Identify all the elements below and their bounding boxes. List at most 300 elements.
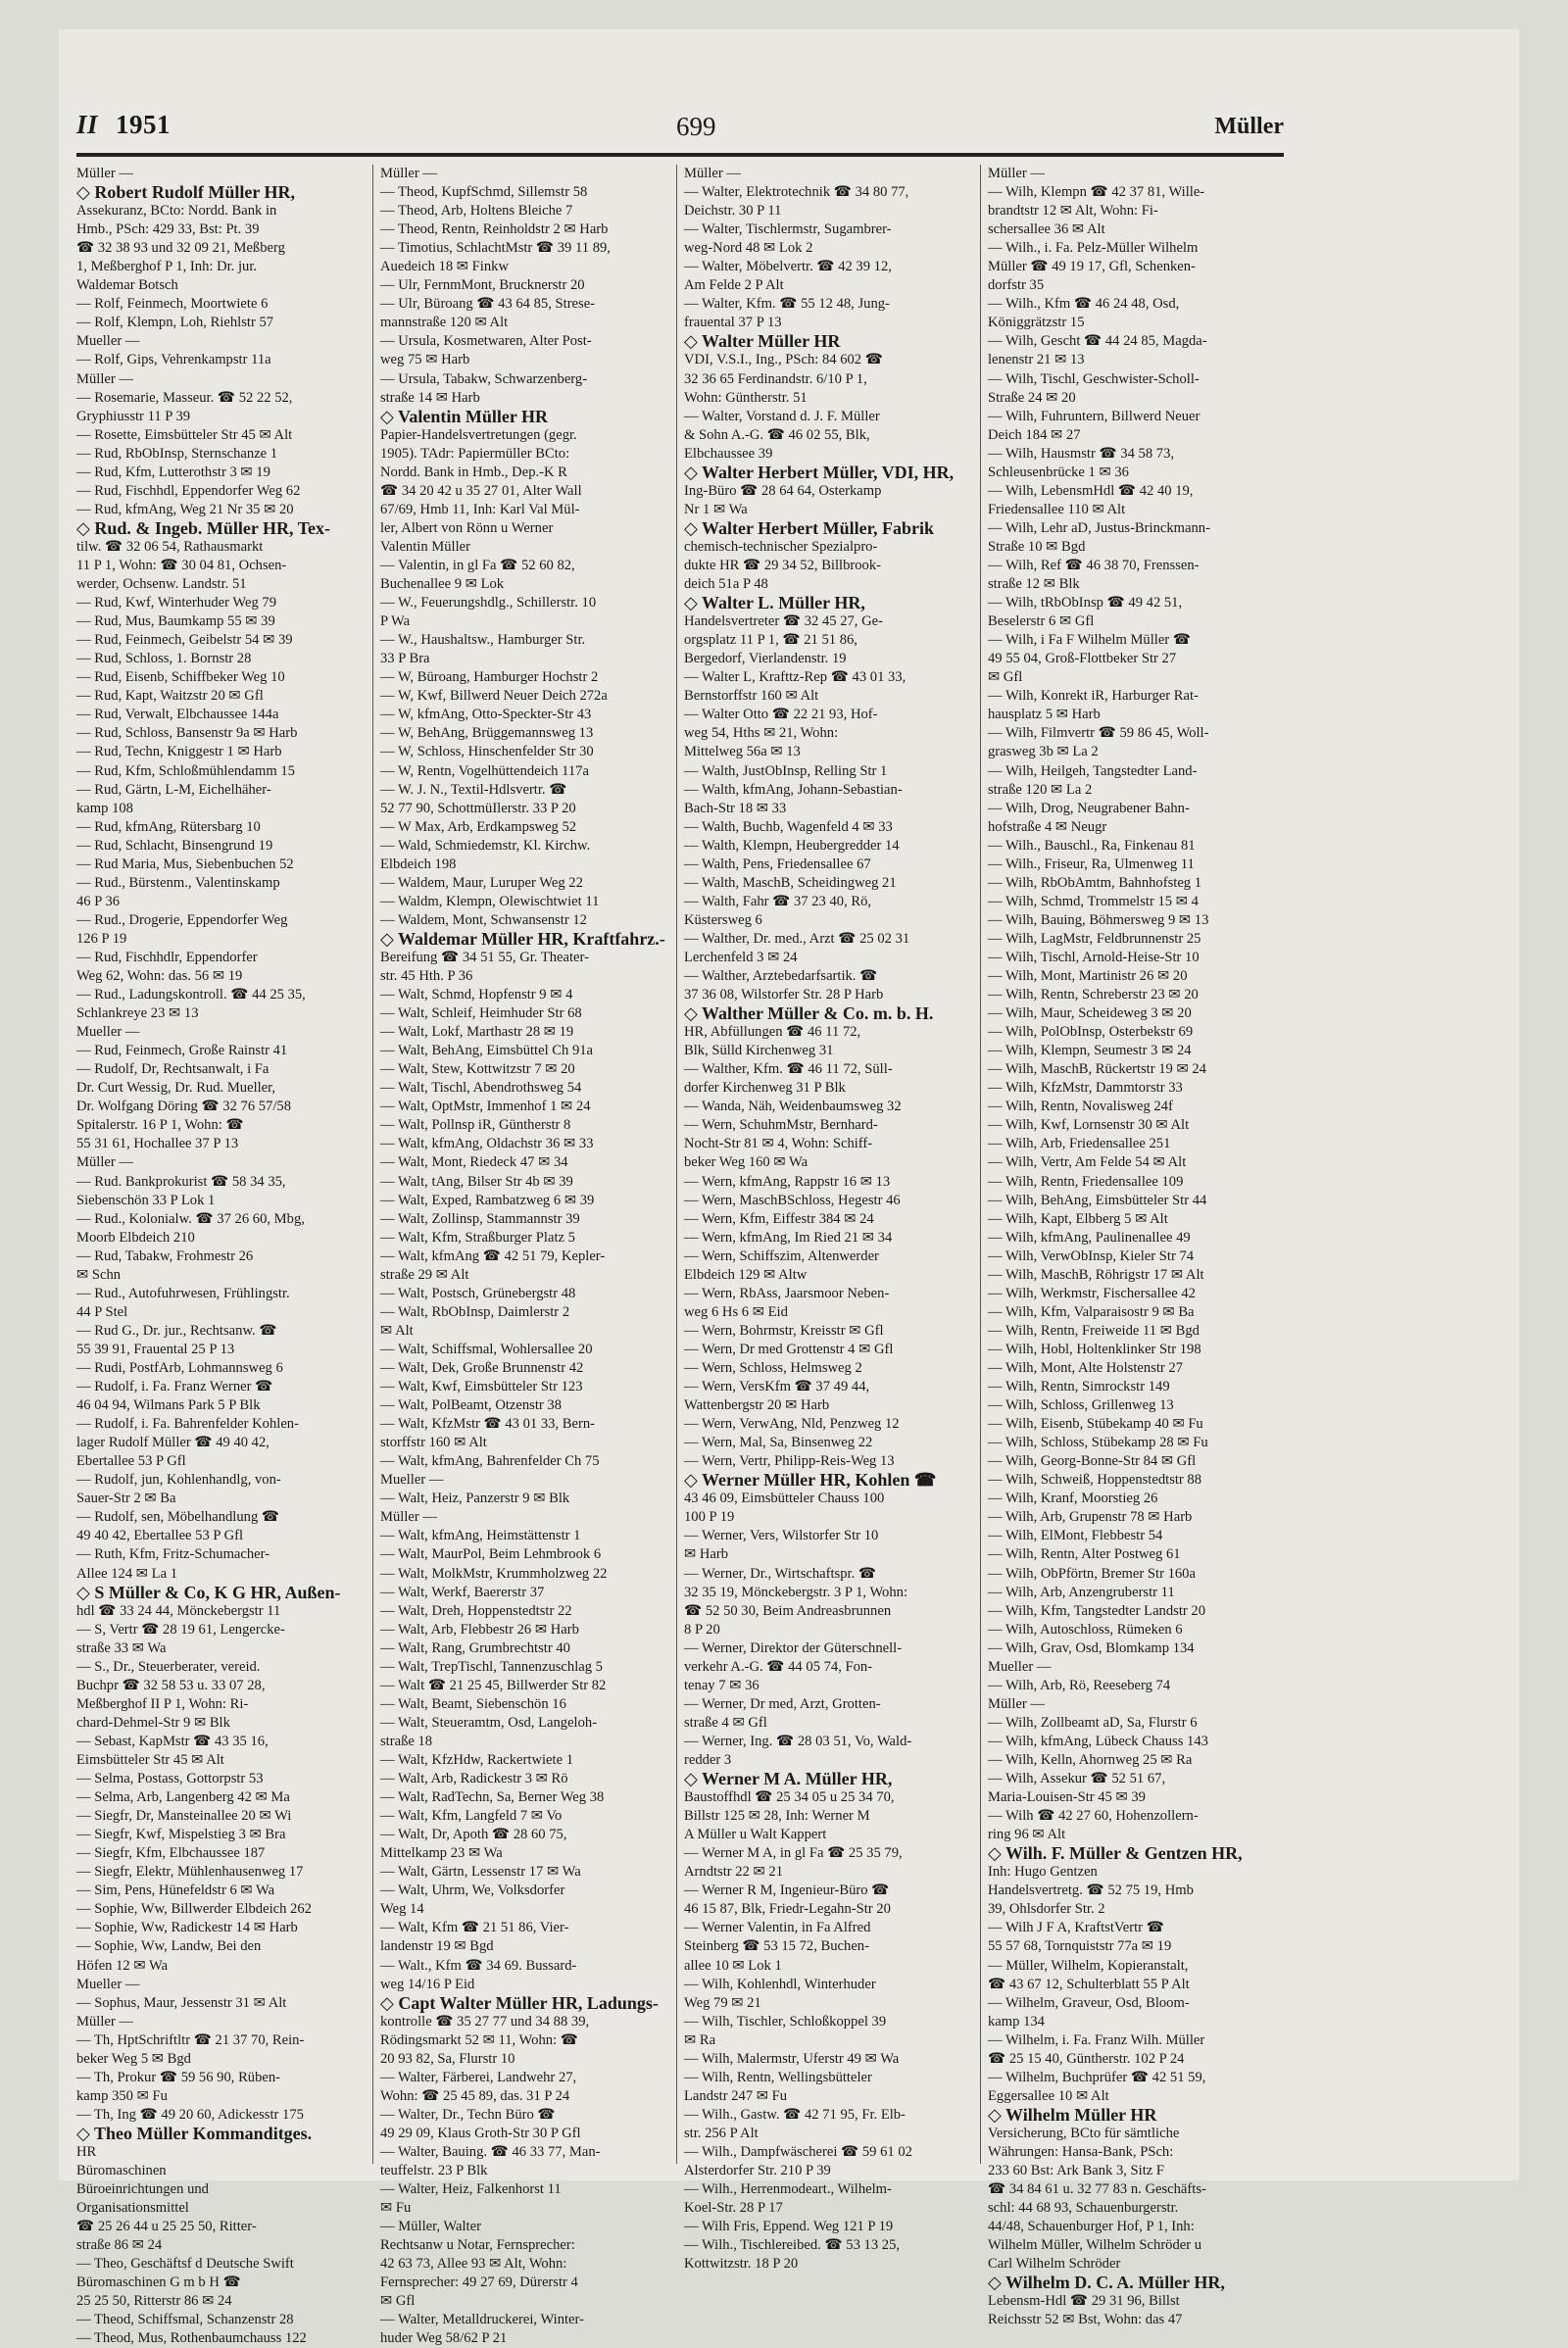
directory-entry-line: 32 35 19, Mönckebergstr. 3 P 1, Wohn: [684, 1584, 907, 1600]
directory-entry-line: — Wilh, Kfm, Valparaisostr 9 ✉ Ba [988, 1303, 1195, 1320]
directory-entry-line: 43 46 09, Eimsbütteler Chauss 100 [684, 1491, 885, 1507]
year: 1951 [116, 110, 172, 139]
directory-entry-line: dorfstr 35 [988, 277, 1045, 294]
directory-entry-line: ◇ Theo Müller Kommanditges. [76, 2123, 313, 2143]
directory-entry-line: — Wilh, Arb, Friedensallee 251 [988, 1136, 1171, 1152]
directory-entry-line: — Walth, Fahr ☎ 37 23 40, Rö, [684, 893, 872, 909]
directory-entry-line: — Wilh, PolObInsp, Osterbekstr 69 [988, 1024, 1194, 1041]
directory-entry-line: — Wilh, kfmAng, Lübeck Chauss 143 [988, 1733, 1208, 1749]
directory-entry-line: — Wanda, Näh, Weidenbaumsweg 32 [684, 1099, 902, 1115]
directory-entry-line: 42 63 73, Allee 93 ✉ Alt, Wohn: [380, 2256, 567, 2273]
directory-entry-line: — Wilh, LebensmHdl ☎ 42 40 19, [988, 482, 1194, 499]
directory-entry-line: — Walt, Werkf, Baererstr 37 [380, 1584, 545, 1600]
directory-entry-line: — Wilh, Kwf, Lornsenstr 30 ✉ Alt [988, 1117, 1190, 1134]
directory-entry-line: Buchpr ☎ 32 58 53 u. 33 07 28, [76, 1677, 266, 1693]
directory-entry-line: — Wilh, Lehr aD, Justus-Brinckmann- [988, 519, 1210, 536]
directory-entry-line: Hmb., PSch: 429 33, Bst: Pt. 39 [76, 221, 260, 238]
directory-entry-line: — Siegfr, Kwf, Mispelstieg 3 ✉ Bra [76, 1827, 286, 1843]
directory-entry-line: werder, Ochsenw. Landstr. 51 [76, 576, 247, 593]
directory-entry-line: 1905). TAdr: Papiermüller BCto: [380, 445, 570, 462]
directory-entry-line: mannstraße 120 ✉ Alt [380, 315, 509, 331]
directory-entry-line: — Wilh, Mont, Martinistr 26 ✉ 20 [988, 968, 1188, 985]
directory-entry-line: — Rud, kfmAng, Rütersbarg 10 [76, 818, 261, 835]
page-header [76, 84, 1284, 157]
directory-entry-line: 233 60 Bst: Ark Bank 3, Sitz F [988, 2163, 1165, 2179]
directory-entry-line: — Wilh., Gastw. ☎ 42 71 95, Fr. Elb- [684, 2106, 906, 2123]
directory-entry-line: — Wilh., Kfm ☎ 46 24 48, Osd, [988, 296, 1180, 313]
directory-entry-line: — Rolf, Klempn, Loh, Riehlstr 57 [76, 315, 274, 331]
directory-entry-line: — Rud., Drogerie, Eppendorfer Weg [76, 911, 288, 928]
directory-entry-line: — Theo, Geschäftsf d Deutsche Swift [76, 2256, 294, 2273]
directory-entry-line: Handelsvertreter ☎ 32 45 27, Ge- [684, 613, 883, 630]
directory-entry-line: — Wilh, RbObAmtm, Bahnhofsteg 1 [988, 874, 1202, 891]
directory-entry-line: Müller ☎ 49 19 17, Gfl, Schenken- [988, 259, 1196, 275]
directory-entry-line: Assekuranz, BCto: Nordd. Bank in [76, 203, 277, 220]
directory-entry-line: Ing-Büro ☎ 28 64 64, Osterkamp [684, 482, 882, 499]
directory-entry-line: — Walt, KfzMstr ☎ 43 01 33, Bern- [380, 1416, 595, 1433]
directory-entry-line: — Rolf, Gips, Vehrenkampstr 11a [76, 352, 271, 368]
directory-entry-line: Meßberghof II P 1, Wohn: Ri- [76, 1695, 249, 1712]
directory-entry-line: kamp 108 [76, 800, 133, 816]
directory-entry-line: — Wilh, Rentn, Alter Postweg 61 [988, 1546, 1181, 1563]
directory-entry-line: Wilhelm Müller, Wilhelm Schröder u [988, 2237, 1202, 2254]
directory-entry-line: — Rudolf, i. Fa. Bahrenfelder Kohlen- [76, 1416, 299, 1433]
directory-entry-line: — Valentin, in gl Fa ☎ 52 60 82, [380, 557, 575, 573]
directory-entry-line: ✉ Gfl [988, 669, 1023, 686]
directory-entry-line: — Wilh, KfzMstr, Dammtorstr 33 [988, 1080, 1183, 1097]
directory-entry-line: straße 14 ✉ Harb [380, 389, 480, 406]
directory-entry-line: ✉ Ra [684, 2031, 716, 2048]
directory-entry-line: 20 93 82, Sa, Flurstr 10 [380, 2050, 515, 2067]
directory-entry-line: — Werner, Dr med, Arzt, Grotten- [684, 1695, 881, 1712]
directory-entry-line: — Wilh, Fuhruntern, Billwerd Neuer [988, 408, 1200, 424]
directory-entry-line: — Rud Maria, Mus, Siebenbuchen 52 [76, 856, 294, 872]
directory-entry-line: HR [76, 2143, 97, 2160]
directory-entry-line: Kottwitzstr. 18 P 20 [684, 2256, 799, 2273]
directory-entry-line: — Walth, kfmAng, Johann-Sebastian- [684, 781, 903, 798]
directory-entry-line: Lerchenfeld 3 ✉ 24 [684, 949, 798, 965]
directory-entry-line: — Sophie, Ww, Radickestr 14 ✉ Harb [76, 1920, 298, 1936]
directory-entry-line: — Wilh, Arb, Grupenstr 78 ✉ Harb [988, 1509, 1193, 1526]
directory-entry-line: ◇ Wilh. F. Müller & Gentzen HR, [988, 1843, 1243, 1864]
directory-entry-line: — W, BehAng, Brüggemannsweg 13 [380, 725, 594, 742]
directory-entry-line: beker Weg 5 ✉ Bgd [76, 2050, 191, 2067]
directory-entry-line: — Rud, Gärtn, L-M, Eichelhäher- [76, 781, 271, 798]
directory-entry-line: — Walt, Beamt, Siebenschön 16 [380, 1695, 566, 1712]
directory-entry-line: 126 P 19 [76, 930, 127, 947]
directory-entry-line: — Rud, Kapt, Waitzstr 20 ✉ Gfl [76, 688, 264, 705]
directory-entry-line: — Wilh, MaschB, Röhrigstr 17 ✉ Alt [988, 1266, 1204, 1283]
directory-entry-line: — Wilh, Kranf, Moorstieg 26 [988, 1491, 1158, 1507]
directory-entry-line: redder 3 [684, 1751, 732, 1768]
directory-entry-line: Mueller — [76, 333, 140, 350]
directory-entry-line: ◇ Walter Herbert Müller, Fabrik [684, 517, 934, 538]
directory-entry-line: — Wilh, Tischl, Geschwister-Scholl- [988, 370, 1200, 387]
directory-entry-line: — Wilh J F A, KraftstVertr ☎ [988, 1920, 1164, 1936]
directory-entry-line: — Wern, RbAss, Jaarsmoor Neben- [684, 1285, 890, 1301]
directory-entry-line: — Rudolf, i. Fa. Franz Werner ☎ [76, 1379, 273, 1395]
directory-entry-line: 46 P 36 [76, 893, 121, 909]
directory-entry-line: — Wilh, Kohlenhdl, Winterhuder [684, 1976, 876, 1992]
directory-entry-line: — Werner, Dr., Wirtschaftspr. ☎ [684, 1565, 877, 1582]
directory-entry-line: — S, Vertr ☎ 28 19 61, Lengercke- [76, 1621, 285, 1638]
directory-entry-line: kamp 134 [988, 2013, 1045, 2030]
directory-entry-line: 39, Ohlsdorfer Str. 2 [988, 1901, 1105, 1918]
directory-entry-line: ler, Albert von Rönn u Werner [380, 519, 554, 536]
directory-entry-line: Mittelkamp 23 ✉ Wa [380, 1845, 503, 1862]
directory-entry-line: 49 55 04, Groß-Flottbeker Str 27 [988, 651, 1177, 667]
directory-entry-line: Fernsprecher: 49 27 69, Dürerstr 4 [380, 2275, 578, 2291]
directory-entry-line: — Walt., Kfm ☎ 34 69. Bussard- [380, 1957, 577, 1974]
directory-entry-line: ◇ Waldemar Müller HR, Kraftfahrz.- [380, 928, 665, 949]
directory-entry-line: — Werner R M, Ingenieur-Büro ☎ [684, 1883, 890, 1899]
directory-entry-line: — Rud, Kwf, Winterhuder Weg 79 [76, 595, 277, 611]
directory-entry-line: — Walt, Lokf, Marthastr 28 ✉ 19 [380, 1024, 574, 1041]
directory-entry-line: — Walter, Färberei, Landwehr 27, [380, 2069, 577, 2085]
directory-entry-line: grasweg 3b ✉ La 2 [988, 744, 1099, 760]
directory-entry-line: Steinberg ☎ 53 15 72, Buchen- [684, 1938, 869, 1955]
directory-entry-line: — Walter, Metalldruckerei, Winter- [380, 2312, 584, 2328]
directory-entry-line: lager Rudolf Müller ☎ 49 40 42, [76, 1435, 270, 1451]
directory-entry-line: — Rud, Schlacht, Binsengrund 19 [76, 837, 273, 854]
directory-entry-line: Waldemar Botsch [76, 277, 178, 294]
directory-entry-line: 49 29 09, Klaus Groth-Str 30 P Gfl [380, 2125, 581, 2141]
directory-entry-line: — Waldm, Klempn, Olewischtwiet 11 [380, 893, 600, 909]
directory-entry-line: — Walt, Dr, Apoth ☎ 28 60 75, [380, 1827, 567, 1843]
directory-entry-line: ◇ Wilhelm Müller HR [988, 2104, 1157, 2125]
directory-entry-line: Weg 62, Wohn: das. 56 ✉ 19 [76, 968, 243, 985]
directory-entry-line: — Walter, Dr., Techn Büro ☎ [380, 2106, 556, 2123]
directory-entry-line: Schleusenbrücke 1 ✉ 36 [988, 464, 1129, 480]
directory-entry-line: — Walter, Heiz, Falkenhorst 11 [380, 2181, 562, 2198]
directory-entry-line: — Wilh, Maur, Scheideweg 3 ✉ 20 [988, 1005, 1192, 1022]
directory-column-2 [380, 165, 668, 2347]
directory-entry-line: — Werner M A, in gl Fa ☎ 25 35 79, [684, 1845, 903, 1862]
directory-entry-line: — Wilh., Herrenmodeart., Wilhelm- [684, 2181, 892, 2198]
directory-entry-line: straße 120 ✉ La 2 [988, 781, 1093, 798]
directory-entry-line: Währungen: Hansa-Bank, PSch: [988, 2143, 1174, 2160]
directory-entry-line: — Ruth, Kfm, Fritz-Schumacher- [76, 1546, 270, 1563]
directory-entry-line: — Wern, VersKfm ☎ 37 49 44, [684, 1379, 870, 1395]
directory-entry-line: — Selma, Arb, Langenberg 42 ✉ Ma [76, 1789, 290, 1806]
directory-entry-line: Bergedorf, Vierlandenstr. 19 [684, 651, 847, 667]
directory-entry-line: Koel-Str. 28 P 17 [684, 2200, 783, 2217]
directory-column-3 [684, 165, 972, 2273]
directory-entry-line: — Walt, Mont, Riedeck 47 ✉ 34 [380, 1154, 568, 1171]
directory-entry-line: — Waldem, Maur, Luruper Weg 22 [380, 874, 583, 891]
directory-entry-line: Friedensallee 110 ✉ Alt [988, 501, 1126, 517]
directory-entry-line: — Walt, Tischl, Abendrothsweg 54 [380, 1080, 582, 1097]
directory-entry-line: str. 45 Hth. P 36 [380, 968, 473, 985]
directory-entry-line: Straße 24 ✉ 20 [988, 389, 1076, 406]
directory-entry-line: Dr. Wolfgang Döring ☎ 32 76 57/58 [76, 1099, 292, 1115]
directory-entry-line: — Walt, Rang, Grumbrechtstr 40 [380, 1639, 570, 1656]
directory-entry-line: frauental 37 P 13 [684, 315, 782, 331]
directory-entry-line: — W, Büroang, Hamburger Hochstr 2 [380, 669, 599, 686]
directory-entry-line: — Walt ☎ 21 25 45, Billwerder Str 82 [380, 1677, 607, 1693]
directory-entry-line: Küstersweg 6 [684, 911, 762, 928]
directory-entry-line: Höfen 12 ✉ Wa [76, 1957, 169, 1974]
directory-entry-line: Wohn: Güntherstr. 51 [684, 389, 808, 406]
directory-entry-line: ✉ Fu [380, 2200, 412, 2217]
directory-entry-line: — Walt, BehAng, Eimsbüttel Ch 91a [380, 1043, 594, 1059]
directory-entry-line: 33 P Bra [380, 651, 430, 667]
directory-entry-line: Sauer-Str 2 ✉ Ba [76, 1491, 176, 1507]
directory-entry-line: — Wern, kfmAng, Rappstr 16 ✉ 13 [684, 1173, 891, 1190]
directory-entry-line: ✉ Harb [684, 1546, 729, 1563]
directory-entry-line: 44 P Stel [76, 1303, 128, 1320]
directory-entry-line: — Rud, Schloss, Bansenstr 9a ✉ Harb [76, 725, 298, 742]
directory-entry-line: Dr. Curt Wessig, Dr. Rud. Mueller, [76, 1080, 276, 1097]
directory-entry-line: — Rosette, Eimsbütteler Str 45 ✉ Alt [76, 426, 293, 443]
directory-entry-line: — Walt, RbObInsp, Daimlerstr 2 [380, 1303, 570, 1320]
directory-entry-line: — Wilh, Hausmstr ☎ 34 58 73, [988, 445, 1175, 462]
directory-entry-line: Mueller — [380, 1472, 444, 1489]
directory-entry-line: Allee 124 ✉ La 1 [76, 1565, 178, 1582]
directory-entry-line: ring 96 ✉ Alt [988, 1827, 1066, 1843]
directory-entry-line: — Wern, Vertr, Philipp-Reis-Weg 13 [684, 1453, 895, 1470]
directory-entry-line: — Wilh, Kapt, Elbberg 5 ✉ Alt [988, 1210, 1168, 1227]
directory-entry-line: — Walt, tAng, Bilser Str 4b ✉ 39 [380, 1173, 573, 1190]
directory-entry-line: Müller — [684, 166, 741, 181]
directory-entry-line: tenay 7 ✉ 36 [684, 1677, 760, 1693]
directory-entry-line: — Walt, Arb, Radickestr 3 ✉ Rö [380, 1771, 568, 1787]
directory-entry-line: — Rudolf, jun, Kohlenhandlg, von- [76, 1472, 281, 1489]
directory-entry-line: — W., Haushaltsw., Hamburger Str. [380, 632, 586, 649]
directory-entry-line: — Wilh, Tischl, Arnold-Heise-Str 10 [988, 949, 1200, 965]
directory-entry-line: ☎ 25 26 44 u 25 25 50, Ritter- [76, 2219, 257, 2235]
directory-entry-line: 55 39 91, Frauental 25 P 13 [76, 1341, 235, 1357]
directory-entry-line: allee 10 ✉ Lok 1 [684, 1957, 782, 1974]
directory-entry-line: 100 P 19 [684, 1509, 735, 1526]
directory-entry-line: — Sim, Pens, Hünefeldstr 6 ✉ Wa [76, 1883, 275, 1899]
directory-entry-line: P Wa [380, 613, 411, 630]
directory-entry-line: — Sophie, Ww, Landw, Bei den [76, 1938, 262, 1955]
directory-entry-line: — Walth, Klempn, Heubergredder 14 [684, 837, 900, 854]
directory-entry-line: — Wilh, Kfm, Tangstedter Landstr 20 [988, 1602, 1205, 1619]
directory-entry-line: — W., Feuerungshdlg., Schillerstr. 10 [380, 595, 597, 611]
directory-entry-line: Wohn: ☎ 25 45 89, das. 31 P 24 [380, 2087, 570, 2104]
directory-entry-line: — Walt, Kfm, Straßburger Platz 5 [380, 1229, 575, 1246]
directory-entry-line: — Wilh ☎ 42 27 60, Hohenzollern- [988, 1808, 1199, 1825]
directory-entry-line: Müller — [988, 166, 1045, 181]
directory-entry-line: — Wilh, Schloss, Stübekamp 28 ✉ Fu [988, 1435, 1208, 1451]
directory-entry-line: — Ulr, FernmMont, Brucknerstr 20 [380, 277, 585, 294]
directory-entry-line: Mueller — [988, 1658, 1052, 1675]
directory-entry-line: Valentin Müller [380, 538, 471, 555]
directory-entry-line: — Wilh, Grav, Osd, Blomkamp 134 [988, 1639, 1195, 1656]
column-divider [980, 165, 981, 2164]
directory-entry-line: beker Weg 160 ✉ Wa [684, 1154, 808, 1171]
directory-entry-line: — Wilh, Hobl, Holtenklinker Str 198 [988, 1341, 1201, 1357]
directory-entry-line: — Wilh, Autoschloss, Rümeken 6 [988, 1621, 1183, 1638]
directory-entry-line: — S., Dr., Steuerberater, vereid. [76, 1658, 261, 1675]
directory-entry-line: HR, Abfüllungen ☎ 46 11 72, [684, 1024, 861, 1041]
directory-entry-line: huder Weg 58/62 P 21 [380, 2330, 508, 2347]
directory-entry-line: 55 57 68, Tornquiststr 77a ✉ 19 [988, 1938, 1172, 1955]
directory-entry-line: — Wilh, Filmvertr ☎ 59 86 45, Woll- [988, 725, 1209, 742]
directory-entry-line: — Wern, Mal, Sa, Binsenweg 22 [684, 1435, 873, 1451]
directory-entry-line: — Th, Prokur ☎ 59 56 90, Rüben- [76, 2069, 281, 2085]
directory-entry-line: — Rosemarie, Masseur. ☎ 52 22 52, [76, 389, 293, 406]
directory-entry-line: — Wilh, tRbObInsp ☎ 49 42 51, [988, 595, 1183, 611]
directory-entry-line: — Walt, Arb, Flebbestr 26 ✉ Harb [380, 1621, 579, 1638]
directory-entry-line: Deich 184 ✉ 27 [988, 426, 1081, 443]
directory-entry-line: straße 18 [380, 1733, 433, 1749]
directory-entry-line: 8 P 20 [684, 1621, 720, 1638]
directory-entry-line: — Sebast, KapMstr ☎ 43 35 16, [76, 1733, 269, 1749]
directory-entry-line: ◇ Robert Rudolf Müller HR, [76, 182, 295, 203]
directory-entry-line: Alsterdorfer Str. 210 P 39 [684, 2163, 831, 2179]
directory-entry-line: kontrolle ☎ 35 27 77 und 34 88 39, [380, 2013, 590, 2030]
directory-entry-line: ◇ Walther Müller & Co. m. b. H. [684, 1003, 934, 1024]
directory-entry-line: — Rud, RbObInsp, Sternschanze 1 [76, 445, 278, 462]
directory-entry-line: Ebertallee 53 P Gfl [76, 1453, 186, 1470]
directory-entry-line: Moorb Elbdeich 210 [76, 1229, 195, 1246]
directory-entry-line: — Th, HptSchriftltr ☎ 21 37 70, Rein- [76, 2031, 305, 2048]
directory-entry-line: teuffelstr. 23 P Blk [380, 2163, 488, 2179]
directory-entry-line: Rödingsmarkt 52 ✉ 11, Wohn: ☎ [380, 2031, 578, 2048]
directory-entry-line: — Wilh, Rentn, Wellingsbütteler [684, 2069, 872, 2085]
directory-entry-line: — Rud, Fischhdlr, Eppendorfer [76, 949, 258, 965]
directory-entry-line: — Rud, Feinmech, Geibelstr 54 ✉ 39 [76, 632, 293, 649]
directory-entry-line: Organisationsmittel [76, 2200, 189, 2217]
directory-entry-line: — Walter, Möbelvertr. ☎ 42 39 12, [684, 259, 892, 275]
directory-entry-line: Nr 1 ✉ Wa [684, 501, 748, 517]
directory-entry-line: — Walth, MaschB, Scheidingweg 21 [684, 874, 897, 891]
directory-entry-line: — Wilh, Heilgeh, Tangstedter Land- [988, 762, 1198, 779]
directory-entry-line: Nordd. Bank in Hmb., Dep.-K R [380, 464, 567, 480]
directory-entry-line: 52 77 90, SchottmüIlerstr. 33 P 20 [380, 800, 576, 816]
directory-entry-line: ◇ Valentin Müller HR [380, 406, 549, 426]
directory-entry-line: — Walther, Dr. med., Arzt ☎ 25 02 31 [684, 930, 910, 947]
directory-entry-line: — Walt, Stew, Kottwitzstr 7 ✉ 20 [380, 1061, 575, 1078]
directory-entry-line: Siebenschön 33 P Lok 1 [76, 1192, 216, 1208]
directory-entry-line: — Walter Otto ☎ 22 21 93, Hof- [684, 707, 878, 723]
directory-entry-line: — Müller, Wilhelm, Kopieranstalt, [988, 1957, 1189, 1974]
directory-entry-line: — Sophie, Ww, Billwerder Elbdeich 262 [76, 1901, 312, 1918]
directory-entry-line: — Wern, SchuhmMstr, Bernhard- [684, 1117, 878, 1134]
directory-entry-line: Bach-Str 18 ✉ 33 [684, 800, 787, 816]
directory-entry-line: — Wilh, ElMont, Flebbestr 54 [988, 1528, 1163, 1544]
volume-and-year [76, 110, 171, 140]
directory-entry-line: dorfer Kirchenweg 31 P Blk [684, 1080, 846, 1097]
directory-entry-line: Elbchaussee 39 [684, 445, 773, 462]
directory-entry-line: — Wilh, Rentn, Simrockstr 149 [988, 1379, 1170, 1395]
directory-entry-line: weg 14/16 P Eid [380, 1976, 475, 1992]
directory-entry-line: — Wern, VerwAng, Nld, Penzweg 12 [684, 1416, 900, 1433]
directory-entry-line: — Walter L, Krafttz-Rep ☎ 43 01 33, [684, 669, 906, 686]
directory-entry-line: ◇ Rud. & Ingeb. Müller HR, Tex- [76, 517, 331, 538]
directory-entry-line: — Rud, kfmAng, Weg 21 Nr 35 ✉ 20 [76, 501, 294, 517]
directory-entry-line: — Wilh, Georg-Bonne-Str 84 ✉ Gfl [988, 1453, 1197, 1470]
directory-entry-line: — Theod, Arb, Holtens Bleiche 7 [380, 203, 573, 220]
directory-entry-line: 44/48, Schauenburger Hof, P 1, Inh: [988, 2219, 1195, 2235]
directory-entry-line: — Walt, Schiffsmal, Wohlersallee 20 [380, 1341, 593, 1357]
directory-entry-line: Deichstr. 30 P 11 [684, 203, 782, 220]
directory-entry-line: weg 54, Hths ✉ 21, Wohn: [684, 725, 839, 742]
directory-entry-line: Maria-Louisen-Str 45 ✉ 39 [988, 1789, 1146, 1806]
directory-entry-line: — Rudolf, Dr, Rechtsanwalt, i Fa [76, 1061, 270, 1078]
directory-entry-line: hdl ☎ 33 24 44, Mönckebergstr 11 [76, 1602, 281, 1619]
directory-entry-line: — Rud G., Dr. jur., Rechtsanw. ☎ [76, 1322, 277, 1339]
directory-entry-line: Weg 14 [380, 1901, 424, 1918]
directory-entry-line: — Walter, Vorstand d. J. F. Müller [684, 408, 880, 424]
directory-entry-line: Wattenbergstr 20 ✉ Harb [684, 1397, 830, 1414]
directory-entry-line: — Werner, Ing. ☎ 28 03 51, Vo, Wald- [684, 1733, 912, 1749]
directory-entry-line: — Theod, Schiffsmal, Schanzenstr 28 [76, 2312, 294, 2328]
directory-entry-line: str. 256 P Alt [684, 2125, 759, 2141]
directory-entry-line: — Walther, Kfm. ☎ 46 11 72, Süll- [684, 1061, 893, 1078]
directory-entry-line: — Walt, TrepTischl, Tannenzuschlag 5 [380, 1658, 603, 1675]
directory-entry-line: — Walt, RadTechn, Sa, Berner Weg 38 [380, 1789, 605, 1806]
column-divider [372, 165, 373, 2164]
volume-part: II [76, 110, 99, 139]
directory-entry-line: ◇ Wilhelm D. C. A. Müller HR, [988, 2273, 1225, 2293]
directory-entry-line: — Wilh, Schmd, Trommelstr 15 ✉ 4 [988, 893, 1199, 909]
directory-entry-line: — Wern, Schloss, Helmsweg 2 [684, 1360, 862, 1376]
directory-entry-line: 67/69, Hmb 11, Inh: Karl Val Mül- [380, 501, 580, 517]
directory-entry-line: — W. J. N., Textil-Hdlsvertr. ☎ [380, 781, 567, 798]
directory-entry-line: — Rud, Tabakw, Frohmestr 26 [76, 1247, 254, 1264]
directory-entry-line: Carl Wilhelm Schröder [988, 2256, 1121, 2273]
directory-entry-line: — Walt, Zollinsp, Stammannstr 39 [380, 1210, 580, 1227]
directory-entry-line: — Wilh, Eisenb, Stübekamp 40 ✉ Fu [988, 1416, 1203, 1433]
directory-entry-line: — Rud, Kfm, Lutterothstr 3 ✉ 19 [76, 464, 270, 480]
directory-entry-line: Handelsvertretg. ☎ 52 75 19, Hmb [988, 1883, 1194, 1899]
directory-entry-line: Müller — [76, 166, 133, 181]
directory-entry-line: — Sophus, Maur, Jessenstr 31 ✉ Alt [76, 1994, 287, 2011]
directory-entry-line: Büromaschinen [76, 2163, 167, 2179]
directory-entry-line: 32 36 65 Ferdinandstr. 6/10 P 1, [684, 370, 867, 387]
directory-entry-line: Eggersallee 10 ✉ Alt [988, 2087, 1109, 2104]
directory-entry-line: — Walt, Uhrm, We, Volksdorfer [380, 1883, 565, 1899]
directory-entry-line: — Wern, Kfm, Eiffestr 384 ✉ 24 [684, 1210, 874, 1227]
directory-entry-line: Müller — [988, 1695, 1045, 1712]
directory-entry-line: — Rud., Kolonialw. ☎ 37 26 60, Mbg, [76, 1210, 305, 1227]
directory-entry-line: straße 86 ✉ 24 [76, 2237, 163, 2254]
directory-entry-line: — Wilh, ObPförtn, Bremer Str 160a [988, 1565, 1196, 1582]
directory-entry-line: Reichsstr 52 ✉ Bst, Wohn: das 47 [988, 2312, 1183, 2328]
directory-entry-line: — Walt, Kfm, Langfeld 7 ✉ Vo [380, 1808, 563, 1825]
directory-entry-line: Schlankreye 23 ✉ 13 [76, 1005, 199, 1022]
directory-entry-line: Am Felde 2 P Alt [684, 277, 784, 294]
directory-entry-line: brandtstr 12 ✉ Alt, Wohn: Fi- [988, 203, 1158, 220]
directory-entry-line: — Walter, Bauing. ☎ 46 33 77, Man- [380, 2143, 601, 2160]
directory-entry-line: — Wilhelm, Buchprüfer ☎ 42 51 59, [988, 2069, 1206, 2085]
directory-entry-line: — Walther, Arztebedarfsartik. ☎ [684, 968, 878, 985]
directory-entry-line: — Wilh, Rentn, Novalisweg 24f [988, 1099, 1173, 1115]
directory-entry-line: — Wilh, Rentn, Friedensallee 109 [988, 1173, 1184, 1190]
directory-entry-line: — Walter, Tischlermstr, Sugambrer- [684, 221, 892, 238]
directory-entry-line: — Wilh., Bauschl., Ra, Finkenau 81 [988, 837, 1196, 854]
directory-entry-line: Billstr 125 ✉ 28, Inh: Werner M [684, 1808, 870, 1825]
directory-entry-line: — W Max, Arb, Erdkampsweg 52 [380, 818, 577, 835]
directory-entry-line: — Wilh, Gescht ☎ 44 24 85, Magda- [988, 333, 1207, 350]
directory-entry-line: — Wern, Dr med Grottenstr 4 ✉ Gfl [684, 1341, 894, 1357]
directory-entry-line: — W, Rentn, Vogelhüttendeich 117a [380, 762, 589, 779]
directory-entry-line: — Wilhelm, i. Fa. Franz Wilh. Müller [988, 2031, 1205, 2048]
directory-entry-line: lenenstr 21 ✉ 13 [988, 352, 1085, 368]
directory-entry-line: — Wilh, Kelln, Ahornweg 25 ✉ Ra [988, 1751, 1193, 1768]
directory-entry-line: — Wilh, kfmAng, Paulinenallee 49 [988, 1229, 1191, 1246]
directory-entry-line: — W, kfmAng, Otto-Speckter-Str 43 [380, 707, 592, 723]
directory-entry-line: — Walt, KfzHdw, Rackertwiete 1 [380, 1751, 573, 1768]
directory-entry-line: Mueller — [76, 1024, 140, 1041]
directory-entry-line: Müller — [76, 370, 133, 387]
directory-entry-line: deich 51a P 48 [684, 576, 768, 593]
directory-entry-line: — Walt, MaurPol, Beim Lehmbrook 6 [380, 1546, 602, 1563]
